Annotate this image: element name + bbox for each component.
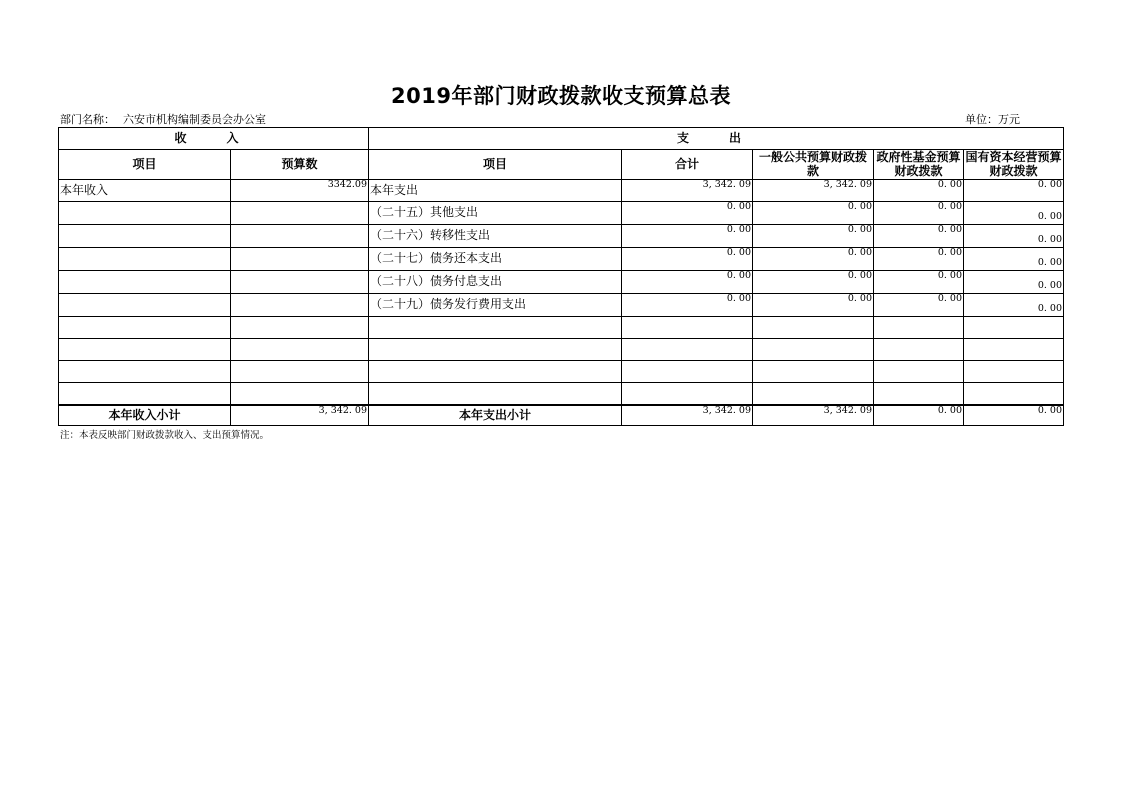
gov-fund-cell: 0. 00 — [874, 225, 964, 248]
col-income-budget: 预算数 — [231, 150, 369, 180]
empty-cell — [874, 361, 964, 383]
total-cell: 3, 342. 09 — [622, 180, 753, 202]
expense-item-cell: （二十七）债务还本支出 — [369, 248, 622, 271]
empty-cell — [622, 339, 753, 361]
col-general-budget: 一般公共预算财政拨款 — [753, 150, 874, 180]
empty-cell — [753, 339, 874, 361]
empty-cell — [753, 383, 874, 406]
table-row — [59, 271, 1064, 294]
state-capital-cell: 0. 00 — [964, 271, 1064, 294]
general-cell: 0. 00 — [753, 225, 874, 248]
col-state-capital: 国有资本经营预算财政拨款 — [965, 149, 1062, 178]
empty-cell — [369, 361, 622, 383]
budget-table — [58, 127, 1064, 426]
empty-cell — [369, 339, 622, 361]
empty-cell — [231, 339, 369, 361]
total-cell: 0. 00 — [622, 294, 753, 317]
col-total: 合计 — [622, 150, 753, 180]
table-row — [59, 225, 1064, 248]
expense-item-cell: （二十八）债务付息支出 — [369, 271, 622, 294]
empty-cell — [231, 317, 369, 339]
expense-subtotal-total: 3, 342. 09 — [622, 405, 753, 426]
department-line — [60, 111, 266, 127]
header-row-2 — [59, 150, 1064, 180]
table-row — [59, 248, 1064, 271]
empty-row — [59, 339, 1064, 361]
total-cell: 0. 00 — [622, 271, 753, 294]
income-header: 收 入 — [59, 128, 369, 150]
income-item-cell — [59, 271, 231, 294]
department-name: 六安市机构编制委员会办公室 — [123, 113, 266, 126]
gov-fund-cell: 0. 00 — [874, 180, 964, 202]
income-amount-cell — [231, 202, 369, 225]
expense-subtotal-label: 本年支出小计 — [369, 405, 622, 426]
general-cell: 3, 342. 09 — [753, 180, 874, 202]
expense-subtotal-general: 3, 342. 09 — [753, 405, 874, 426]
expense-item-cell: （二十五）其他支出 — [369, 202, 622, 225]
col-expense-item: 项目 — [369, 150, 622, 180]
general-cell: 0. 00 — [753, 248, 874, 271]
empty-row — [59, 361, 1064, 383]
expense-subtotal-state-capital: 0. 00 — [964, 405, 1064, 426]
header-row-1 — [59, 128, 1064, 150]
income-amount-cell — [231, 271, 369, 294]
empty-cell — [369, 317, 622, 339]
expense-subtotal-gov-fund: 0. 00 — [874, 405, 964, 426]
department-label: 部门名称： — [60, 113, 115, 126]
empty-cell — [874, 383, 964, 406]
income-item-cell — [59, 202, 231, 225]
table-row — [59, 294, 1064, 317]
state-capital-cell: 0. 00 — [964, 225, 1064, 248]
total-cell: 0. 00 — [622, 248, 753, 271]
expense-header: 支 出 — [369, 128, 1064, 150]
income-amount-cell — [231, 248, 369, 271]
income-item-cell — [59, 294, 231, 317]
empty-cell — [622, 361, 753, 383]
empty-cell — [964, 317, 1064, 339]
empty-cell — [59, 361, 231, 383]
empty-cell — [622, 317, 753, 339]
table-row — [59, 202, 1064, 225]
state-capital-cell: 0. 00 — [964, 294, 1064, 317]
table-row — [59, 180, 1064, 202]
income-subtotal-amount: 3, 342. 09 — [231, 405, 369, 426]
total-cell: 0. 00 — [622, 202, 753, 225]
total-cell: 0. 00 — [622, 225, 753, 248]
empty-cell — [874, 339, 964, 361]
state-capital-cell: 0. 00 — [964, 202, 1064, 225]
income-item-cell: 本年收入 — [59, 180, 231, 202]
footnote: 注：本表反映部门财政拨款收入、支出预算情况。 — [60, 430, 270, 441]
empty-cell — [753, 361, 874, 383]
empty-cell — [59, 339, 231, 361]
empty-cell — [964, 383, 1064, 406]
empty-cell — [231, 383, 369, 406]
empty-cell — [231, 361, 369, 383]
income-amount-cell: 3342.09 — [231, 180, 369, 202]
empty-row — [59, 317, 1064, 339]
income-item-cell — [59, 225, 231, 248]
empty-cell — [622, 383, 753, 406]
page-title: 2019年部门财政拨款收支预算总表 — [391, 84, 731, 108]
col-gov-fund: 政府性基金预算财政拨款 — [874, 150, 964, 180]
income-amount-cell — [231, 294, 369, 317]
expense-item-cell: （二十六）转移性支出 — [369, 225, 622, 248]
general-cell: 0. 00 — [753, 202, 874, 225]
state-capital-cell: 0. 00 — [964, 180, 1064, 202]
gov-fund-cell: 0. 00 — [874, 294, 964, 317]
empty-cell — [59, 383, 231, 406]
income-subtotal-label: 本年收入小计 — [59, 405, 231, 426]
col-income-item: 项目 — [59, 150, 231, 180]
empty-cell — [964, 339, 1064, 361]
empty-row — [59, 383, 1064, 406]
totals-row — [59, 405, 1064, 426]
general-cell: 0. 00 — [753, 271, 874, 294]
empty-cell — [874, 317, 964, 339]
state-capital-cell: 0. 00 — [964, 248, 1064, 271]
general-cell: 0. 00 — [753, 294, 874, 317]
empty-cell — [753, 317, 874, 339]
income-amount-cell — [231, 225, 369, 248]
gov-fund-cell: 0. 00 — [874, 271, 964, 294]
gov-fund-cell: 0. 00 — [874, 248, 964, 271]
empty-cell — [59, 317, 231, 339]
empty-cell — [964, 361, 1064, 383]
unit-label: 单位：万元 — [965, 113, 1020, 126]
expense-item-cell: 本年支出 — [369, 180, 622, 202]
empty-cell — [369, 383, 622, 406]
income-item-cell — [59, 248, 231, 271]
gov-fund-cell: 0. 00 — [874, 202, 964, 225]
expense-item-cell: （二十九）债务发行费用支出 — [369, 294, 622, 317]
